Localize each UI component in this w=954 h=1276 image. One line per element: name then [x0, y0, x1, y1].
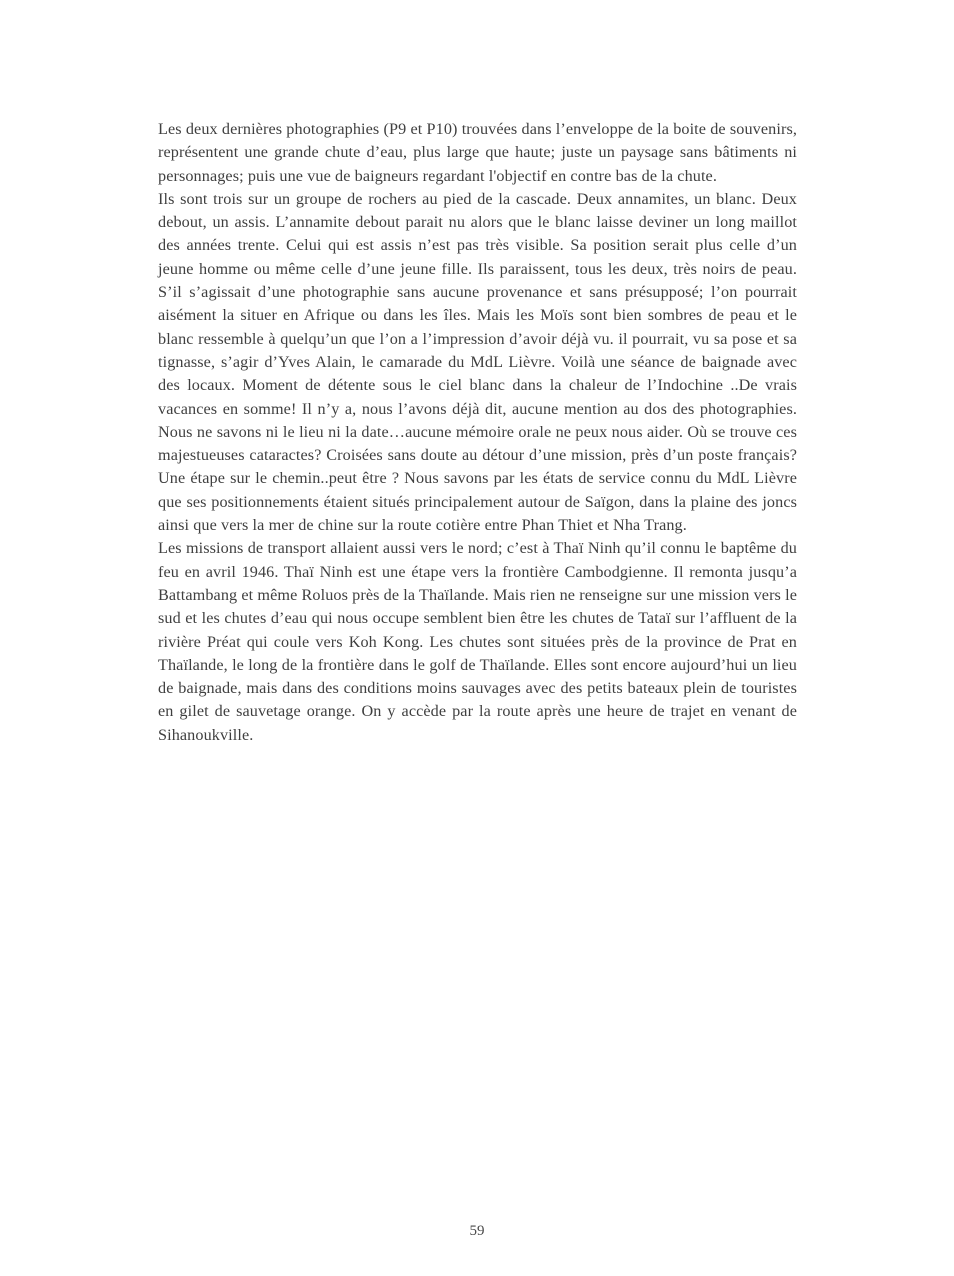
page-content	[158, 118, 797, 747]
paragraph-3: Les missions de transport allaient aussi vers le nord; c’est à Thaï Ninh qu’il connu le baptême du feu en avril 1946. Thaï Ninh est une étape vers la frontière Cambodgienne. Il remonta jusqu’a Battambang et même Roluos près de la Thaïlande. Mais rien ne renseigne sur une mission vers le sud et les chutes d’eau qui nous occupe semblent bien être les chutes de Tataï sur l’affluent de la rivière Préat qui coule vers Koh Kong. Les chutes sont situées près de la province de Prat en Thaïlande, le long de la frontière dans le golf de Thaïlande. Elles sont encore aujourd’hui un lieu de baignade, mais dans des conditions moins sauvages avec des petits bateaux plein de touristes en gilet de sauvetage orange. On y accède par la route après une heure de trajet en venant de Sihanoukville.	[158, 539, 797, 744]
paragraph-2: Ils sont trois sur un groupe de rochers au pied de la cascade. Deux annamites, un blanc. Deux debout, un assis. L’annamite debout parait nu alors que le blanc laisse deviner un long maillot des années trente. Celui qui est assis n’est pas très visible. Sa position serait plus celle d’un jeune homme ou même celle d’une jeune fille. Ils paraissent, tous les deux, très noirs de peau. S’il s’agissait d’une photographie sans aucune provenance et sans présupposé; l’on pourrait aisément la situer en Afrique ou dans les îles. Mais les Moïs sont bien sombres de peau et le blanc ressemble à quelqu’un que l’on a l’impression d’avoir déjà vu. il pourrait, vu sa pose et sa tignasse, s’agir d’Yves Alain, le camarade du MdL Lièvre. Voilà une séance de baignade avec des locaux. Moment de détente sous le ciel blanc dans la chaleur de l’Indochine ..De vrais vacances en somme! Il n’y a, nous l’avons déjà dit, aucune mention au dos des photographies. Nous ne savons ni le lieu ni la date…aucune mémoire orale ne peux nous aider. Où se trouve ces majestueuses cataractes? Croisées sans doute au détour d’une mission, près d’un poste français? Une étape sur le chemin..peut être ? Nous savons par les états de service connu du MdL Lièvre que ses positionnements étaient situés principalement autour de Saïgon, dans la plaine des joncs ainsi que vers la mer de chine sur la route cotière entre Phan Thiet et Nha Trang.	[158, 189, 797, 535]
paragraph-1: Les deux dernières photographies (P9 et P10) trouvées dans l’enveloppe de la boite de souvenirs, représentent une grande chute d’eau, plus large que haute; juste un paysage sans bâtiments ni personnages; puis une vue de baigneurs regardant l'objectif en contre bas de la chute.	[158, 120, 797, 185]
page-number: 59	[469, 1223, 485, 1239]
